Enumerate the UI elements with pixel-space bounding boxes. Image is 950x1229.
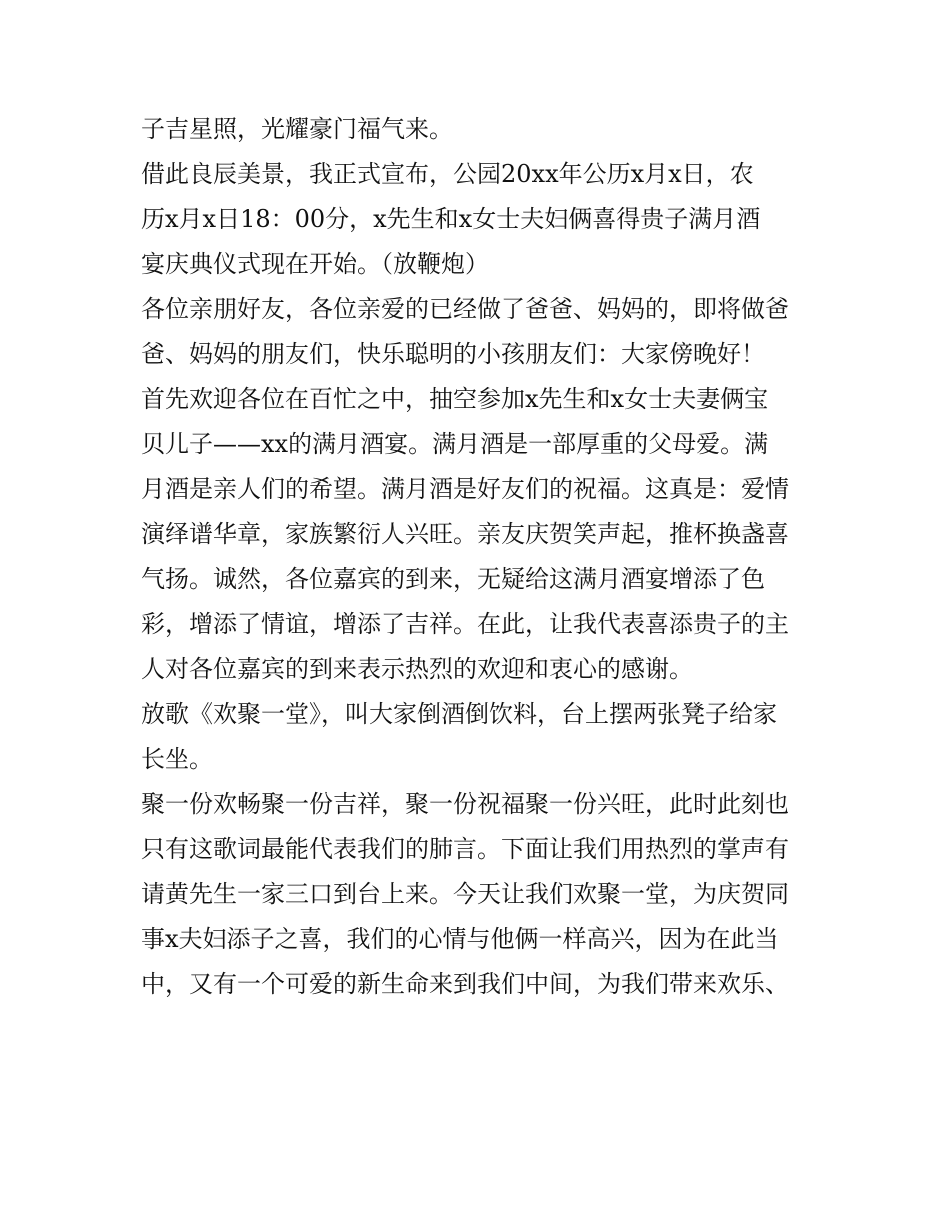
text-line-6: 爸、妈妈的朋友们，快乐聪明的小孩朋友们：大家傍晚好！: [141, 340, 765, 368]
document-body: [141, 107, 821, 1007]
text-line-16: 聚一份欢畅聚一份吉祥，聚一份祝福聚一份兴旺，此时此刻也: [141, 790, 789, 818]
text-line-17: 只有这歌词最能代表我们的肺言。下面让我们用热烈的掌声有: [141, 835, 789, 863]
text-line-8: 贝儿子——xx的满月酒宴。满月酒是一部厚重的父母爱。满: [141, 430, 769, 458]
text-line-3: 历x月x日18：00分，x先生和x女士夫妇俩喜得贵子满月酒: [141, 205, 761, 233]
text-line-18: 请黄先生一家三口到台上来。今天让我们欢聚一堂，为庆贺同: [141, 880, 789, 908]
text-line-20: 中，又有一个可爱的新生命来到我们中间，为我们带来欢乐、: [141, 970, 789, 998]
text-line-15: 长坐。: [141, 745, 213, 773]
text-line-4: 宴庆典仪式现在开始。（放鞭炮）: [141, 250, 489, 278]
text-line-13: 人对各位嘉宾的到来表示热烈的欢迎和衷心的感谢。: [141, 655, 693, 683]
text-line-14: 放歌《欢聚一堂》，叫大家倒酒倒饮料，台上摆两张凳子给家: [141, 700, 777, 728]
text-line-11: 气扬。诚然，各位嘉宾的到来，无疑给这满月酒宴增添了色: [141, 565, 765, 593]
text-line-7: 首先欢迎各位在百忙之中，抽空参加x先生和x女士夫妻俩宝: [141, 385, 769, 413]
text-line-2: 借此良辰美景，我正式宣布，公园20xx年公历x月x日，农: [141, 160, 754, 188]
text-line-12: 彩，增添了情谊，增添了吉祥。在此，让我代表喜添贵子的主: [141, 610, 789, 638]
text-line-19: 事x夫妇添子之喜，我们的心情与他俩一样高兴，因为在此当: [141, 925, 779, 953]
text-line-5: 各位亲朋好友，各位亲爱的已经做了爸爸、妈妈的，即将做爸: [141, 295, 789, 323]
text-line-1: 子吉星照，光耀豪门福气来。: [141, 115, 453, 143]
text-line-9: 月酒是亲人们的希望。满月酒是好友们的祝福。这真是：爱情: [141, 475, 789, 503]
text-line-10: 演绎谱华章，家族繁衍人兴旺。亲友庆贺笑声起，推杯换盏喜: [141, 520, 789, 548]
